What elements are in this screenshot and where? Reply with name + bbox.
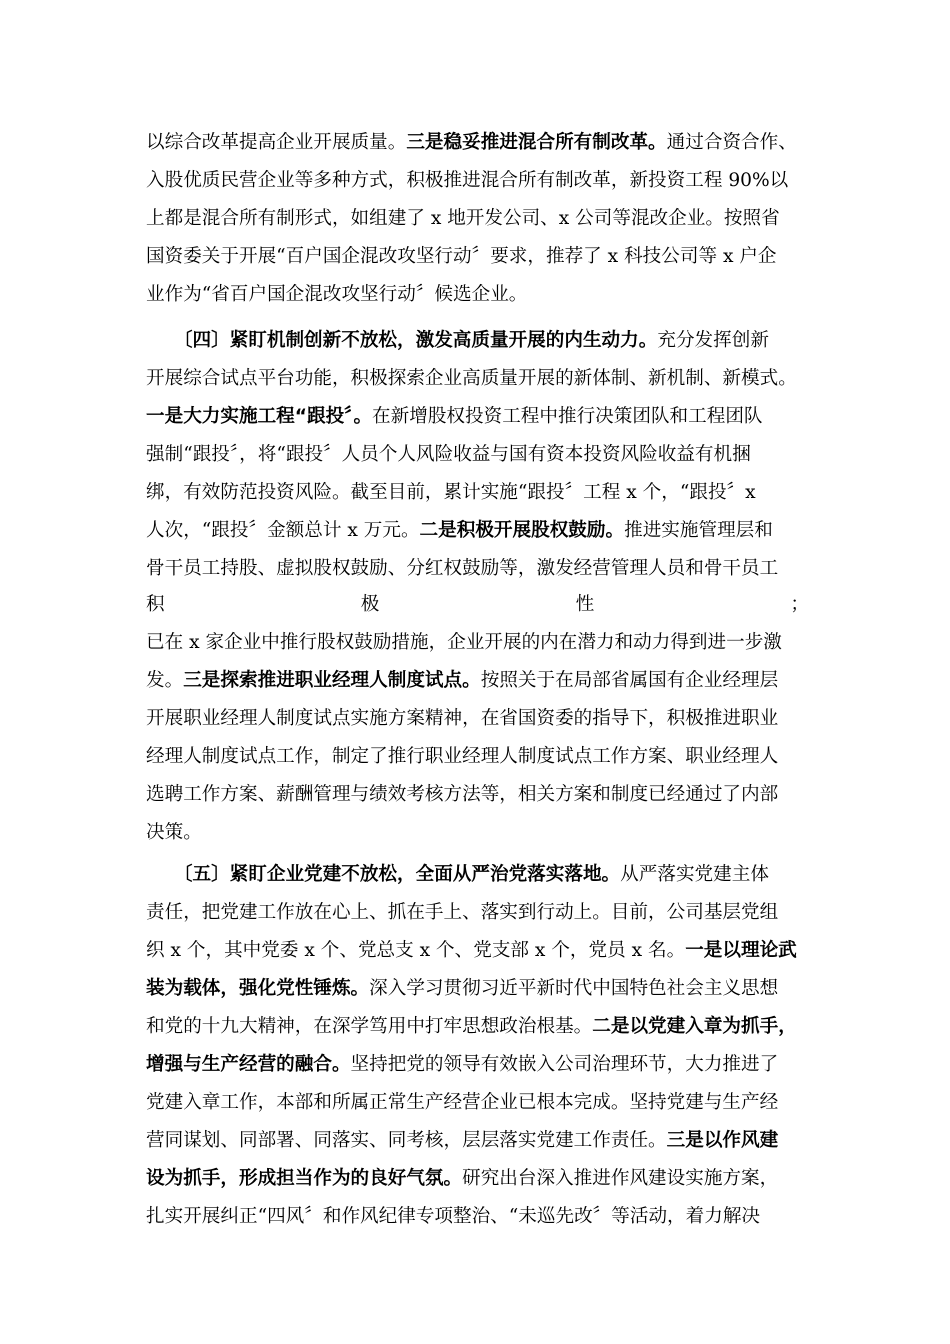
- bold-text-run: 二是积极开展股权鼓励。: [419, 520, 625, 541]
- text-run: 决策。: [146, 822, 202, 843]
- text-run: 入股优质民营企业等多种方式，积极推进混合所有制改革，新投资工程 90%以: [146, 170, 789, 191]
- text-run: 研究出台深入推进作风建设实施方案，: [462, 1168, 779, 1189]
- bold-text-run: 装为载体，强化党性锤炼。: [146, 978, 370, 999]
- bold-text-run: 增强与生产经营的融合。: [146, 1054, 351, 1075]
- text-run: 强制“跟投〞，将“跟投〞人员个人风险收益与国有资本投资风险收益有机捆: [146, 444, 751, 465]
- text-line: [146, 276, 809, 314]
- text-line: [146, 398, 809, 436]
- text-run: 开展职业经理人制度试点实施方案精神，在省国资委的指导下，积极推进职业: [146, 708, 779, 729]
- text-run: 业作为“省百户国企混改攻坚行动〞候选企业。: [146, 284, 528, 305]
- text-line: [146, 1084, 809, 1122]
- text-run: 上都是混合所有制形式，如组建了 x 地开发公司、x 公司等混改企业。按照省: [146, 208, 780, 229]
- text-line: [146, 894, 809, 932]
- text-line: [146, 662, 809, 700]
- text-run: 绑，有效防范投资风险。截至目前，累计实施“跟投〞工程 x 个，“跟投〞x: [146, 482, 756, 503]
- text-line: [146, 474, 809, 512]
- text-run: 通过合资合作、: [666, 132, 797, 153]
- text-run: [146, 330, 183, 351]
- text-run: 选聘工作方案、薪酬管理与绩效考核方法等，相关方案和制度已经通过了内部: [146, 784, 779, 805]
- text-run: 充分发挥创新: [657, 330, 769, 351]
- text-line: [146, 970, 809, 1008]
- text-line: [146, 1008, 809, 1046]
- text-run: 扎实开展纠正“四风〞和作风纪律专项整治、“未巡先改〞等活动，着力解决: [146, 1206, 761, 1227]
- spread-word: 性: [575, 594, 595, 615]
- text-line: [146, 1160, 809, 1198]
- text-line: [146, 624, 809, 662]
- bold-text-run: 三是稳妥推进混合所有制改革。: [406, 132, 667, 153]
- text-line: [146, 162, 809, 200]
- bold-text-run: 二是以党建入章为抓手，: [592, 1016, 797, 1037]
- text-line: [146, 1122, 809, 1160]
- text-run: 党建入章工作，本部和所属正常生产经营企业已根本完成。坚持党建与生产经: [146, 1092, 779, 1113]
- text-line: [146, 238, 809, 276]
- bold-text-run: 设为抓手，形成担当作为的良好气氛。: [146, 1168, 463, 1189]
- text-line: [146, 360, 809, 398]
- text-line: [146, 322, 809, 360]
- bold-text-run: 三是以作风建: [666, 1130, 779, 1151]
- text-run: 按照关于在局部省属国有企业经理层: [480, 670, 779, 691]
- text-line: [146, 550, 809, 588]
- text-run: 经理人制度试点工作，制定了推行职业经理人制度试点工作方案、职业经理人: [146, 746, 779, 767]
- text-run: 开展综合试点平台功能，积极探索企业高质量开展的新体制、新机制、新模式。: [146, 368, 797, 389]
- text-line: [146, 932, 809, 970]
- bold-text-run: 〔四〕紧盯机制创新不放松，激发高质量开展的内生动力。: [183, 330, 658, 351]
- text-run: 已在 x 家企业中推行股权鼓励措施，企业开展的内在潜力和动力得到进一步激: [146, 632, 782, 653]
- text-run: 营同谋划、同部署、同落实、同考核，层层落实党建工作责任。: [146, 1130, 667, 1151]
- spread-word: 极: [360, 594, 380, 615]
- bold-text-run: 一是以理论武: [685, 940, 797, 961]
- text-run: 骨干员工持股、虚拟股权鼓励、分红权鼓励等，激发经营管理人员和骨干员工: [146, 558, 779, 579]
- text-run: 在新增股权投资工程中推行决策团队和工程团队: [372, 406, 763, 427]
- text-line: [146, 436, 809, 474]
- text-run: 国资委关于开展“百户国企混改攻坚行动〞要求，推荐了 x 科技公司等 x 户企: [146, 246, 777, 267]
- spread-word: ；: [790, 594, 809, 615]
- bold-text-run: 三是探索推进职业经理人制度试点。: [183, 670, 481, 691]
- text-line: [146, 1046, 809, 1084]
- text-line: [146, 856, 809, 894]
- spread-text-line: [146, 586, 809, 624]
- text-run: 人次，“跟投〞金额总计 x 万元。: [146, 520, 420, 541]
- text-run: 以综合改革提高企业开展质量。: [146, 132, 407, 153]
- text-run: 和党的十九大精神，在深学笃用中打牢思想政治根基。: [146, 1016, 593, 1037]
- text-run: 从严落实党建主体: [620, 864, 769, 885]
- bold-text-run: 一是大力实施工程“跟投〞。: [146, 406, 373, 427]
- text-line: [146, 738, 809, 776]
- text-line: [146, 700, 809, 738]
- text-run: [146, 864, 183, 885]
- text-line: [146, 1198, 809, 1236]
- spread-word: 积: [146, 594, 165, 615]
- text-run: 责任，把党建工作放在心上、抓在手上、落实到行动上。目前，公司基层党组: [146, 902, 779, 923]
- text-run: 织 x 个，其中党委 x 个、党总支 x 个、党支部 x 个，党员 x 名。: [146, 940, 686, 961]
- text-line: [146, 200, 809, 238]
- text-line: [146, 814, 809, 852]
- text-run: 坚持把党的领导有效嵌入公司治理环节，大力推进了: [350, 1054, 779, 1075]
- text-line: [146, 776, 809, 814]
- text-run: 发。: [146, 670, 184, 691]
- text-line: [146, 124, 809, 162]
- text-run: 深入学习贯彻习近平新时代中国特色社会主义思想: [369, 978, 779, 999]
- bold-text-run: 〔五〕紧盯企业党建不放松，全面从严治党落实落地。: [183, 864, 621, 885]
- text-line: [146, 512, 809, 550]
- text-run: 推进实施管理层和: [624, 520, 773, 541]
